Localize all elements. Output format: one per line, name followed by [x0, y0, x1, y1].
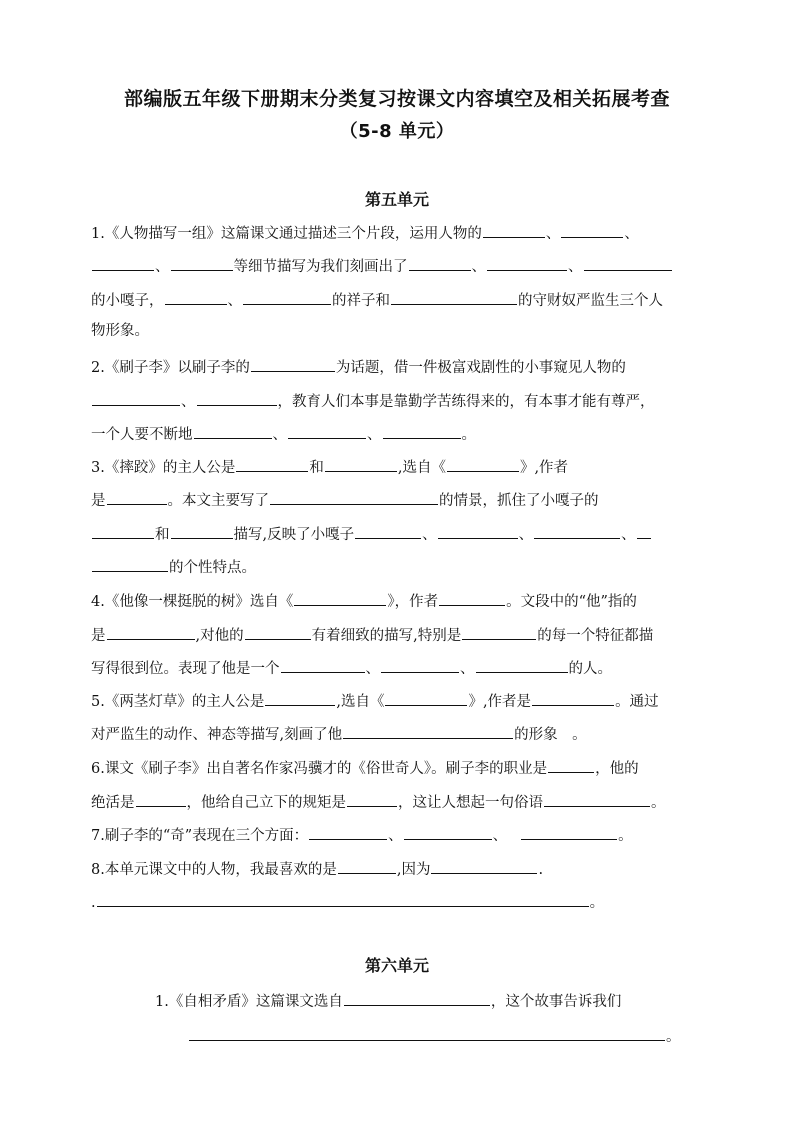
question-5-line-2 [91, 722, 706, 745]
answer-blank[interactable] [194, 422, 272, 439]
answer-blank[interactable] [462, 623, 536, 640]
separator: 、 [518, 527, 534, 543]
question-3-line-1 [91, 455, 706, 478]
question-1-line-3 [91, 288, 706, 311]
question-text: 。通过 [615, 694, 659, 710]
answer-blank[interactable] [534, 522, 620, 539]
question-text: 的小嘎子， [91, 293, 164, 309]
answer-blank[interactable] [281, 656, 365, 673]
separator: 、 [492, 828, 508, 844]
separator: 、 [388, 828, 403, 844]
answer-blank[interactable] [294, 589, 386, 606]
answer-blank[interactable] [92, 555, 168, 572]
question-4-line-2 [91, 623, 706, 646]
question-text: 的人。 [568, 661, 612, 677]
question-text: 7.刷子李的“奇”表现在三个方面： [91, 828, 309, 844]
answer-blank[interactable] [245, 623, 311, 640]
question-3-line-2 [91, 488, 706, 511]
question-text: 为话题，借一件极富戏剧性的小事窥见人物的 [335, 360, 626, 376]
question-text: 1.《人物描写一组》这篇课文通过描述三个片段，运用人物的 [91, 226, 482, 242]
answer-blank[interactable] [189, 1024, 665, 1041]
punctuation: 。 [651, 795, 666, 811]
question-text: ,因为 [396, 862, 431, 878]
answer-blank[interactable] [439, 589, 505, 606]
page-subtitle: （5-8 单元） [339, 121, 455, 142]
question-text: ,选自《 [397, 460, 446, 476]
question-text: 。文段中的“他”指的 [506, 594, 637, 610]
question-4-line-3 [91, 656, 706, 679]
unit6-question-1-line-1 [155, 989, 770, 1012]
question-text: 有着细致的描写,特别是 [311, 628, 462, 644]
separator: 、 [422, 527, 437, 543]
question-text: 和 [309, 460, 324, 476]
separator: 、 [471, 259, 486, 275]
question-6-line-2 [91, 790, 706, 813]
question-7-line-1 [91, 823, 706, 846]
question-text: 5.《两茎灯草》的主人公是 [91, 694, 265, 710]
question-text: ，他的 [595, 761, 639, 777]
question-text: ,对他的 [195, 628, 244, 644]
separator: 、 [227, 293, 242, 309]
question-text: ,选自《 [336, 694, 385, 710]
answer-blank[interactable] [97, 890, 589, 907]
question-text: 和 [155, 527, 170, 543]
answer-blank[interactable] [251, 355, 335, 372]
question-text: 是 [91, 493, 106, 509]
question-text: 的祥子和 [332, 293, 390, 309]
question-text: 等细节描写为我们刻画出了 [233, 259, 408, 275]
answer-blank[interactable] [383, 422, 461, 439]
answer-blank[interactable] [532, 689, 614, 706]
punctuation: 。 [589, 895, 605, 911]
punctuation: 。 [666, 1029, 681, 1045]
answer-blank[interactable] [391, 288, 517, 305]
question-text: ，这让人想起一句俗语 [398, 795, 543, 811]
answer-blank[interactable] [447, 455, 519, 472]
question-text: 》,作者是 [468, 694, 532, 710]
answer-blank[interactable] [288, 422, 366, 439]
separator: 、 [181, 394, 196, 410]
answer-blank[interactable] [265, 689, 335, 706]
answer-blank[interactable] [544, 790, 650, 807]
answer-blank[interactable] [548, 756, 594, 773]
answer-blank[interactable] [381, 656, 459, 673]
question-text: 写得很到位。表现了他是一个 [91, 661, 280, 677]
question-text: 2.《刷子李》以刷子李的 [91, 360, 250, 376]
question-text: 绝活是 [91, 795, 135, 811]
question-text: 。本文主要写了 [167, 493, 269, 509]
answer-blank[interactable] [561, 221, 623, 238]
separator: 、 [545, 226, 561, 242]
answer-blank[interactable] [107, 488, 167, 505]
answer-blank[interactable] [409, 254, 471, 271]
answer-blank[interactable] [325, 455, 397, 472]
question-1-line-2 [91, 254, 706, 277]
answer-blank[interactable] [338, 857, 396, 874]
question-1-line-1 [91, 221, 706, 244]
answer-blank[interactable] [344, 989, 490, 1006]
answer-blank[interactable] [236, 455, 308, 472]
separator: 、 [621, 527, 636, 543]
question-text: ，他给自己立下的规矩是 [186, 795, 346, 811]
question-6-line-1 [91, 756, 706, 779]
separator: 、 [624, 226, 639, 242]
answer-blank[interactable] [355, 522, 421, 539]
answer-blank[interactable] [476, 656, 568, 673]
answer-blank[interactable] [171, 254, 233, 271]
question-text: 》，作者 [387, 594, 439, 610]
separator: 、 [460, 661, 475, 677]
answer-blank[interactable] [637, 522, 651, 539]
answer-blank[interactable] [347, 790, 397, 807]
punctuation: . [91, 895, 96, 911]
answer-blank[interactable] [385, 689, 467, 706]
unit6-heading: 第六单元 [364, 956, 429, 975]
question-text: 一个人要不断地 [91, 427, 193, 443]
answer-blank[interactable] [521, 823, 617, 840]
punctuation: . [538, 862, 544, 878]
answer-blank[interactable] [483, 221, 545, 238]
answer-blank[interactable] [243, 288, 331, 305]
question-text: 8.本单元课文中的人物，我最喜欢的是 [91, 862, 337, 878]
answer-blank[interactable] [487, 254, 567, 271]
question-text: 的每一个特征都描 [537, 628, 654, 644]
question-8-line-2 [91, 890, 706, 913]
answer-blank[interactable] [343, 722, 513, 739]
question-text: 物形象。 [91, 323, 149, 339]
separator: 、 [155, 259, 170, 275]
question-text: 6.课文《刷子李》出自著名作家冯骥才的《俗世奇人》。刷子李的职业是 [91, 761, 548, 777]
unit5-heading: 第五单元 [364, 190, 429, 209]
answer-blank[interactable] [584, 254, 672, 271]
page-title: 部编版五年级下册期末分类复习按课文内容填空及相关拓展考查 [123, 88, 670, 110]
answer-blank[interactable] [404, 823, 492, 840]
question-text: 的个性特点。 [169, 560, 256, 576]
question-text: 1.《自相矛盾》这篇课文选自 [155, 994, 343, 1010]
separator: 、 [568, 259, 583, 275]
question-3-line-4 [91, 555, 706, 578]
question-text: 描写,反映了小嘎子 [233, 527, 355, 543]
question-2-line-3 [91, 422, 706, 445]
question-text: 3.《摔跤》的主人公是 [91, 460, 236, 476]
question-text: ，教育人们本事是靠勤学苦练得来的，有本事才能有尊严， [277, 394, 655, 410]
question-text: 4.《他像一棵挺脱的树》选自《 [91, 594, 294, 610]
question-1-line-4 [91, 321, 706, 341]
question-4-line-1 [91, 589, 706, 612]
question-2-line-1 [91, 355, 706, 378]
answer-blank[interactable] [431, 857, 537, 874]
answer-blank[interactable] [107, 623, 195, 640]
separator: 、 [272, 427, 287, 443]
separator: 、 [365, 661, 380, 677]
question-2-line-2 [91, 389, 706, 412]
question-text: 的情景，抓住了小嘎子的 [439, 493, 599, 509]
answer-blank[interactable] [438, 522, 518, 539]
answer-blank[interactable] [309, 823, 387, 840]
answer-blank[interactable] [165, 288, 227, 305]
question-8-line-1 [91, 857, 706, 880]
question-text: 对严监生的动作、神态等描写,刻画了他 [91, 727, 343, 743]
answer-blank[interactable] [92, 389, 180, 406]
separator: 、 [367, 427, 382, 443]
question-text: ，这个故事告诉我们 [490, 994, 622, 1010]
question-text: 的形象 。 [514, 727, 587, 743]
punctuation: 。 [461, 427, 476, 443]
answer-blank[interactable] [136, 790, 186, 807]
question-text: 》,作者 [519, 460, 569, 476]
answer-blank[interactable] [92, 254, 154, 271]
answer-blank[interactable] [270, 488, 438, 505]
unit6-question-1-line-2 [188, 1024, 794, 1047]
question-5-line-1 [91, 689, 706, 712]
punctuation: 。 [618, 828, 633, 844]
question-text: 是 [91, 628, 106, 644]
answer-blank[interactable] [171, 522, 233, 539]
question-text: 的守财奴严监生三个人 [518, 293, 663, 309]
answer-blank[interactable] [197, 389, 277, 406]
question-3-line-3 [91, 522, 706, 545]
answer-blank[interactable] [92, 522, 154, 539]
